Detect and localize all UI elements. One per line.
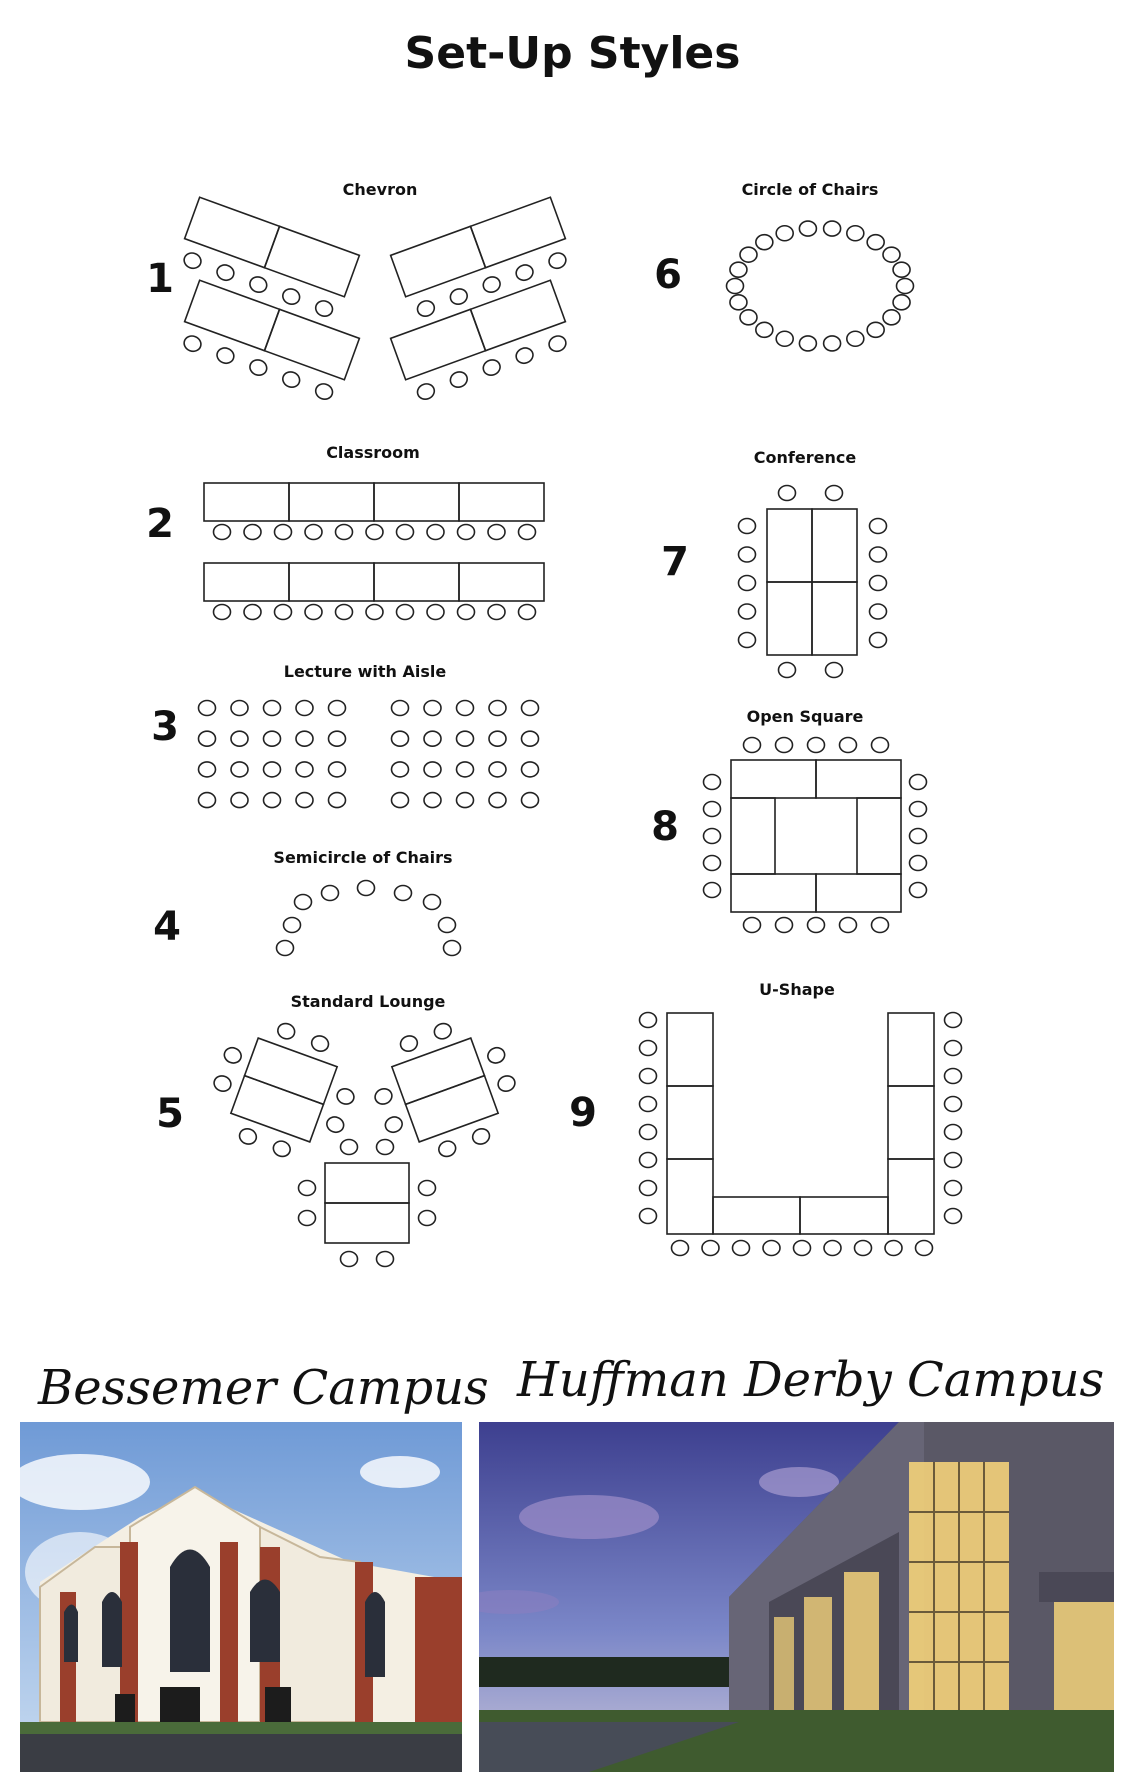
chair xyxy=(945,1013,962,1028)
chair xyxy=(329,731,346,746)
chair xyxy=(296,762,313,777)
chair xyxy=(296,731,313,746)
style-number-5: 5 xyxy=(156,1091,184,1137)
chair xyxy=(522,701,539,716)
chair xyxy=(341,1140,358,1155)
chevron-unit xyxy=(391,280,575,403)
chair xyxy=(212,1074,233,1094)
chair xyxy=(314,382,335,402)
chair xyxy=(489,762,506,777)
chair xyxy=(872,738,889,753)
table xyxy=(392,1038,485,1104)
chair xyxy=(481,275,502,295)
chair xyxy=(264,762,281,777)
chair xyxy=(397,605,414,620)
chair xyxy=(522,762,539,777)
chair xyxy=(916,1241,933,1256)
chair xyxy=(739,547,756,562)
style-number-9: 9 xyxy=(569,1090,597,1136)
chair xyxy=(199,701,216,716)
chevron-unit xyxy=(391,197,575,320)
chair xyxy=(522,731,539,746)
chair xyxy=(248,275,269,295)
chair xyxy=(199,793,216,808)
table xyxy=(459,563,544,601)
chair xyxy=(640,1041,657,1056)
table xyxy=(816,760,901,798)
style-label-6: Circle of Chairs xyxy=(741,180,879,199)
chair xyxy=(284,918,301,933)
style-label-8: Open Square xyxy=(746,707,864,726)
chair xyxy=(847,331,864,346)
chair xyxy=(182,251,203,271)
style-label-5: Standard Lounge xyxy=(290,992,446,1011)
bessemer-campus-label: Bessemer Campus xyxy=(38,1360,489,1416)
chair xyxy=(424,762,441,777)
page-title: Set-Up Styles xyxy=(404,28,741,79)
chair xyxy=(424,701,441,716)
chair xyxy=(182,334,203,354)
chair xyxy=(640,1209,657,1224)
table xyxy=(374,563,459,601)
table xyxy=(667,1159,713,1234)
chair xyxy=(231,793,248,808)
chair xyxy=(945,1125,962,1140)
chair xyxy=(730,262,747,277)
huffman-derby-campus-photo xyxy=(479,1422,1114,1772)
table xyxy=(800,1197,888,1234)
chair xyxy=(840,738,857,753)
chair xyxy=(824,336,841,351)
chair xyxy=(910,775,927,790)
table xyxy=(888,1159,934,1234)
chair xyxy=(415,382,436,402)
chair xyxy=(872,918,889,933)
chair xyxy=(489,731,506,746)
lounge-unit xyxy=(198,1007,370,1173)
chair xyxy=(214,525,231,540)
chair xyxy=(756,235,773,250)
chair xyxy=(704,802,721,817)
chair xyxy=(314,299,335,319)
chair xyxy=(486,1045,507,1065)
chair xyxy=(244,605,261,620)
table xyxy=(713,1197,800,1234)
style-label-2: Classroom xyxy=(326,443,420,462)
chair xyxy=(779,663,796,678)
table xyxy=(731,760,816,798)
chair xyxy=(275,525,292,540)
chair xyxy=(373,1086,394,1106)
chair xyxy=(264,793,281,808)
table xyxy=(391,226,486,296)
style-number-6: 6 xyxy=(654,252,682,298)
chair xyxy=(231,731,248,746)
chair xyxy=(739,633,756,648)
chair xyxy=(237,1127,258,1147)
chair xyxy=(299,1181,316,1196)
table xyxy=(374,483,459,521)
chair xyxy=(448,370,469,390)
chair xyxy=(275,605,292,620)
chair xyxy=(640,1181,657,1196)
chair xyxy=(519,525,536,540)
table xyxy=(731,874,816,912)
table xyxy=(325,1163,409,1203)
table xyxy=(767,509,812,582)
chair xyxy=(945,1181,962,1196)
chair xyxy=(488,525,505,540)
chair xyxy=(514,263,535,283)
table xyxy=(264,226,359,296)
chair xyxy=(448,287,469,307)
table xyxy=(204,483,289,521)
chair xyxy=(855,1241,872,1256)
chair xyxy=(945,1069,962,1084)
chair xyxy=(458,605,475,620)
style-label-1: Chevron xyxy=(342,180,418,199)
chair xyxy=(489,701,506,716)
chair xyxy=(199,731,216,746)
chair xyxy=(248,358,269,378)
chair xyxy=(231,701,248,716)
chair xyxy=(481,358,502,378)
chair xyxy=(867,235,884,250)
table xyxy=(667,1086,713,1159)
chair xyxy=(826,663,843,678)
bessemer-campus-photo xyxy=(20,1422,462,1772)
chair xyxy=(740,310,757,325)
chair xyxy=(640,1153,657,1168)
table xyxy=(888,1086,934,1159)
style-number-7: 7 xyxy=(661,539,689,585)
style-label-9: U-Shape xyxy=(759,980,835,999)
chair xyxy=(640,1013,657,1028)
chair xyxy=(295,895,312,910)
chair xyxy=(547,334,568,354)
chair xyxy=(392,793,409,808)
chair xyxy=(870,633,887,648)
chair xyxy=(704,883,721,898)
chair xyxy=(824,1241,841,1256)
chair xyxy=(893,262,910,277)
chair xyxy=(244,525,261,540)
chair xyxy=(945,1097,962,1112)
chair xyxy=(310,1034,331,1054)
chair xyxy=(424,793,441,808)
chair xyxy=(281,370,302,390)
chair xyxy=(514,346,535,366)
chair xyxy=(335,1086,356,1106)
chair xyxy=(910,802,927,817)
chair xyxy=(870,604,887,619)
chair xyxy=(945,1153,962,1168)
chair xyxy=(910,856,927,871)
chair xyxy=(457,762,474,777)
style-number-2: 2 xyxy=(146,501,174,547)
lounge-unit xyxy=(359,1007,531,1173)
chair xyxy=(296,793,313,808)
chair xyxy=(733,1241,750,1256)
chair xyxy=(366,605,383,620)
chair xyxy=(870,547,887,562)
chair xyxy=(457,731,474,746)
table xyxy=(289,563,374,601)
table xyxy=(264,309,359,379)
chair xyxy=(277,941,294,956)
chair xyxy=(945,1209,962,1224)
chair xyxy=(392,762,409,777)
chair xyxy=(704,856,721,871)
chair xyxy=(739,576,756,591)
chair xyxy=(763,1241,780,1256)
chair xyxy=(808,738,825,753)
chair xyxy=(439,918,456,933)
chair xyxy=(893,295,910,310)
chair xyxy=(419,1211,436,1226)
chair xyxy=(739,604,756,619)
table xyxy=(857,798,901,874)
chair xyxy=(776,226,793,241)
chair xyxy=(910,883,927,898)
chair xyxy=(199,762,216,777)
chair xyxy=(397,525,414,540)
chair xyxy=(392,701,409,716)
style-label-3: Lecture with Aisle xyxy=(283,662,447,681)
chair xyxy=(424,895,441,910)
table xyxy=(459,483,544,521)
chair xyxy=(799,336,816,351)
chair xyxy=(432,1021,453,1041)
huffman-derby-campus-label: Huffman Derby Campus xyxy=(517,1352,1105,1408)
chair xyxy=(427,525,444,540)
chair xyxy=(336,525,353,540)
table xyxy=(816,874,901,912)
chevron-unit xyxy=(176,280,360,403)
chair xyxy=(271,1139,292,1159)
chair xyxy=(885,1241,902,1256)
chair xyxy=(322,886,339,901)
chair xyxy=(496,1074,517,1094)
table xyxy=(667,1013,713,1086)
chair xyxy=(366,525,383,540)
chair xyxy=(704,775,721,790)
chair xyxy=(519,605,536,620)
chair xyxy=(264,731,281,746)
style-number-1: 1 xyxy=(146,256,174,302)
chair xyxy=(840,918,857,933)
chair xyxy=(824,221,841,236)
chair xyxy=(744,738,761,753)
chair xyxy=(215,346,236,366)
chair xyxy=(329,762,346,777)
table xyxy=(391,309,486,379)
table xyxy=(731,798,775,874)
chair xyxy=(776,738,793,753)
chair xyxy=(808,918,825,933)
table xyxy=(231,1076,324,1142)
chair xyxy=(471,1127,492,1147)
table xyxy=(767,582,812,655)
chair xyxy=(776,918,793,933)
chair xyxy=(398,1034,419,1054)
table xyxy=(245,1038,338,1104)
chair xyxy=(437,1139,458,1159)
chair xyxy=(281,287,302,307)
chair xyxy=(305,605,322,620)
chair xyxy=(488,605,505,620)
chair xyxy=(547,251,568,271)
chair xyxy=(457,793,474,808)
chair xyxy=(883,310,900,325)
table xyxy=(204,563,289,601)
chair xyxy=(276,1021,297,1041)
chair xyxy=(945,1041,962,1056)
table xyxy=(888,1013,934,1086)
chair xyxy=(457,701,474,716)
chair xyxy=(826,486,843,501)
chair xyxy=(341,1252,358,1267)
chair xyxy=(672,1241,689,1256)
chair xyxy=(730,295,747,310)
chair xyxy=(740,247,757,262)
chair xyxy=(325,1115,346,1135)
chair xyxy=(640,1125,657,1140)
chair xyxy=(799,221,816,236)
chair xyxy=(883,247,900,262)
chair xyxy=(222,1045,243,1065)
chair xyxy=(231,762,248,777)
table xyxy=(325,1203,409,1243)
chair xyxy=(458,525,475,540)
chair xyxy=(427,605,444,620)
chair xyxy=(867,322,884,337)
chair xyxy=(444,941,461,956)
chair xyxy=(794,1241,811,1256)
style-label-4: Semicircle of Chairs xyxy=(273,848,453,867)
chair xyxy=(739,519,756,534)
table xyxy=(406,1076,499,1142)
table xyxy=(812,509,857,582)
chair xyxy=(215,263,236,283)
chair xyxy=(702,1241,719,1256)
chevron-unit xyxy=(176,197,360,320)
lounge-unit xyxy=(299,1140,436,1267)
chair xyxy=(704,829,721,844)
chair xyxy=(910,829,927,844)
table xyxy=(289,483,374,521)
style-label-7: Conference xyxy=(753,448,857,467)
chair xyxy=(377,1252,394,1267)
chair xyxy=(383,1115,404,1135)
style-number-8: 8 xyxy=(651,804,679,850)
chair xyxy=(727,279,744,294)
chair xyxy=(640,1097,657,1112)
chair xyxy=(779,486,796,501)
chair xyxy=(870,576,887,591)
chair xyxy=(870,519,887,534)
chair xyxy=(897,279,914,294)
chair xyxy=(522,793,539,808)
chair xyxy=(329,793,346,808)
chair xyxy=(776,331,793,346)
chair xyxy=(305,525,322,540)
chair xyxy=(756,322,773,337)
style-number-3: 3 xyxy=(151,704,179,750)
chair xyxy=(640,1069,657,1084)
chair xyxy=(415,299,436,319)
chair xyxy=(847,226,864,241)
chair xyxy=(424,731,441,746)
chair xyxy=(299,1211,316,1226)
chair xyxy=(377,1140,394,1155)
chair xyxy=(419,1181,436,1196)
chair xyxy=(395,886,412,901)
chair xyxy=(296,701,313,716)
chair xyxy=(744,918,761,933)
style-number-4: 4 xyxy=(153,904,181,950)
chair xyxy=(214,605,231,620)
chair xyxy=(392,731,409,746)
chair xyxy=(358,881,375,896)
table xyxy=(812,582,857,655)
chair xyxy=(489,793,506,808)
chair xyxy=(329,701,346,716)
chair xyxy=(264,701,281,716)
chair xyxy=(336,605,353,620)
